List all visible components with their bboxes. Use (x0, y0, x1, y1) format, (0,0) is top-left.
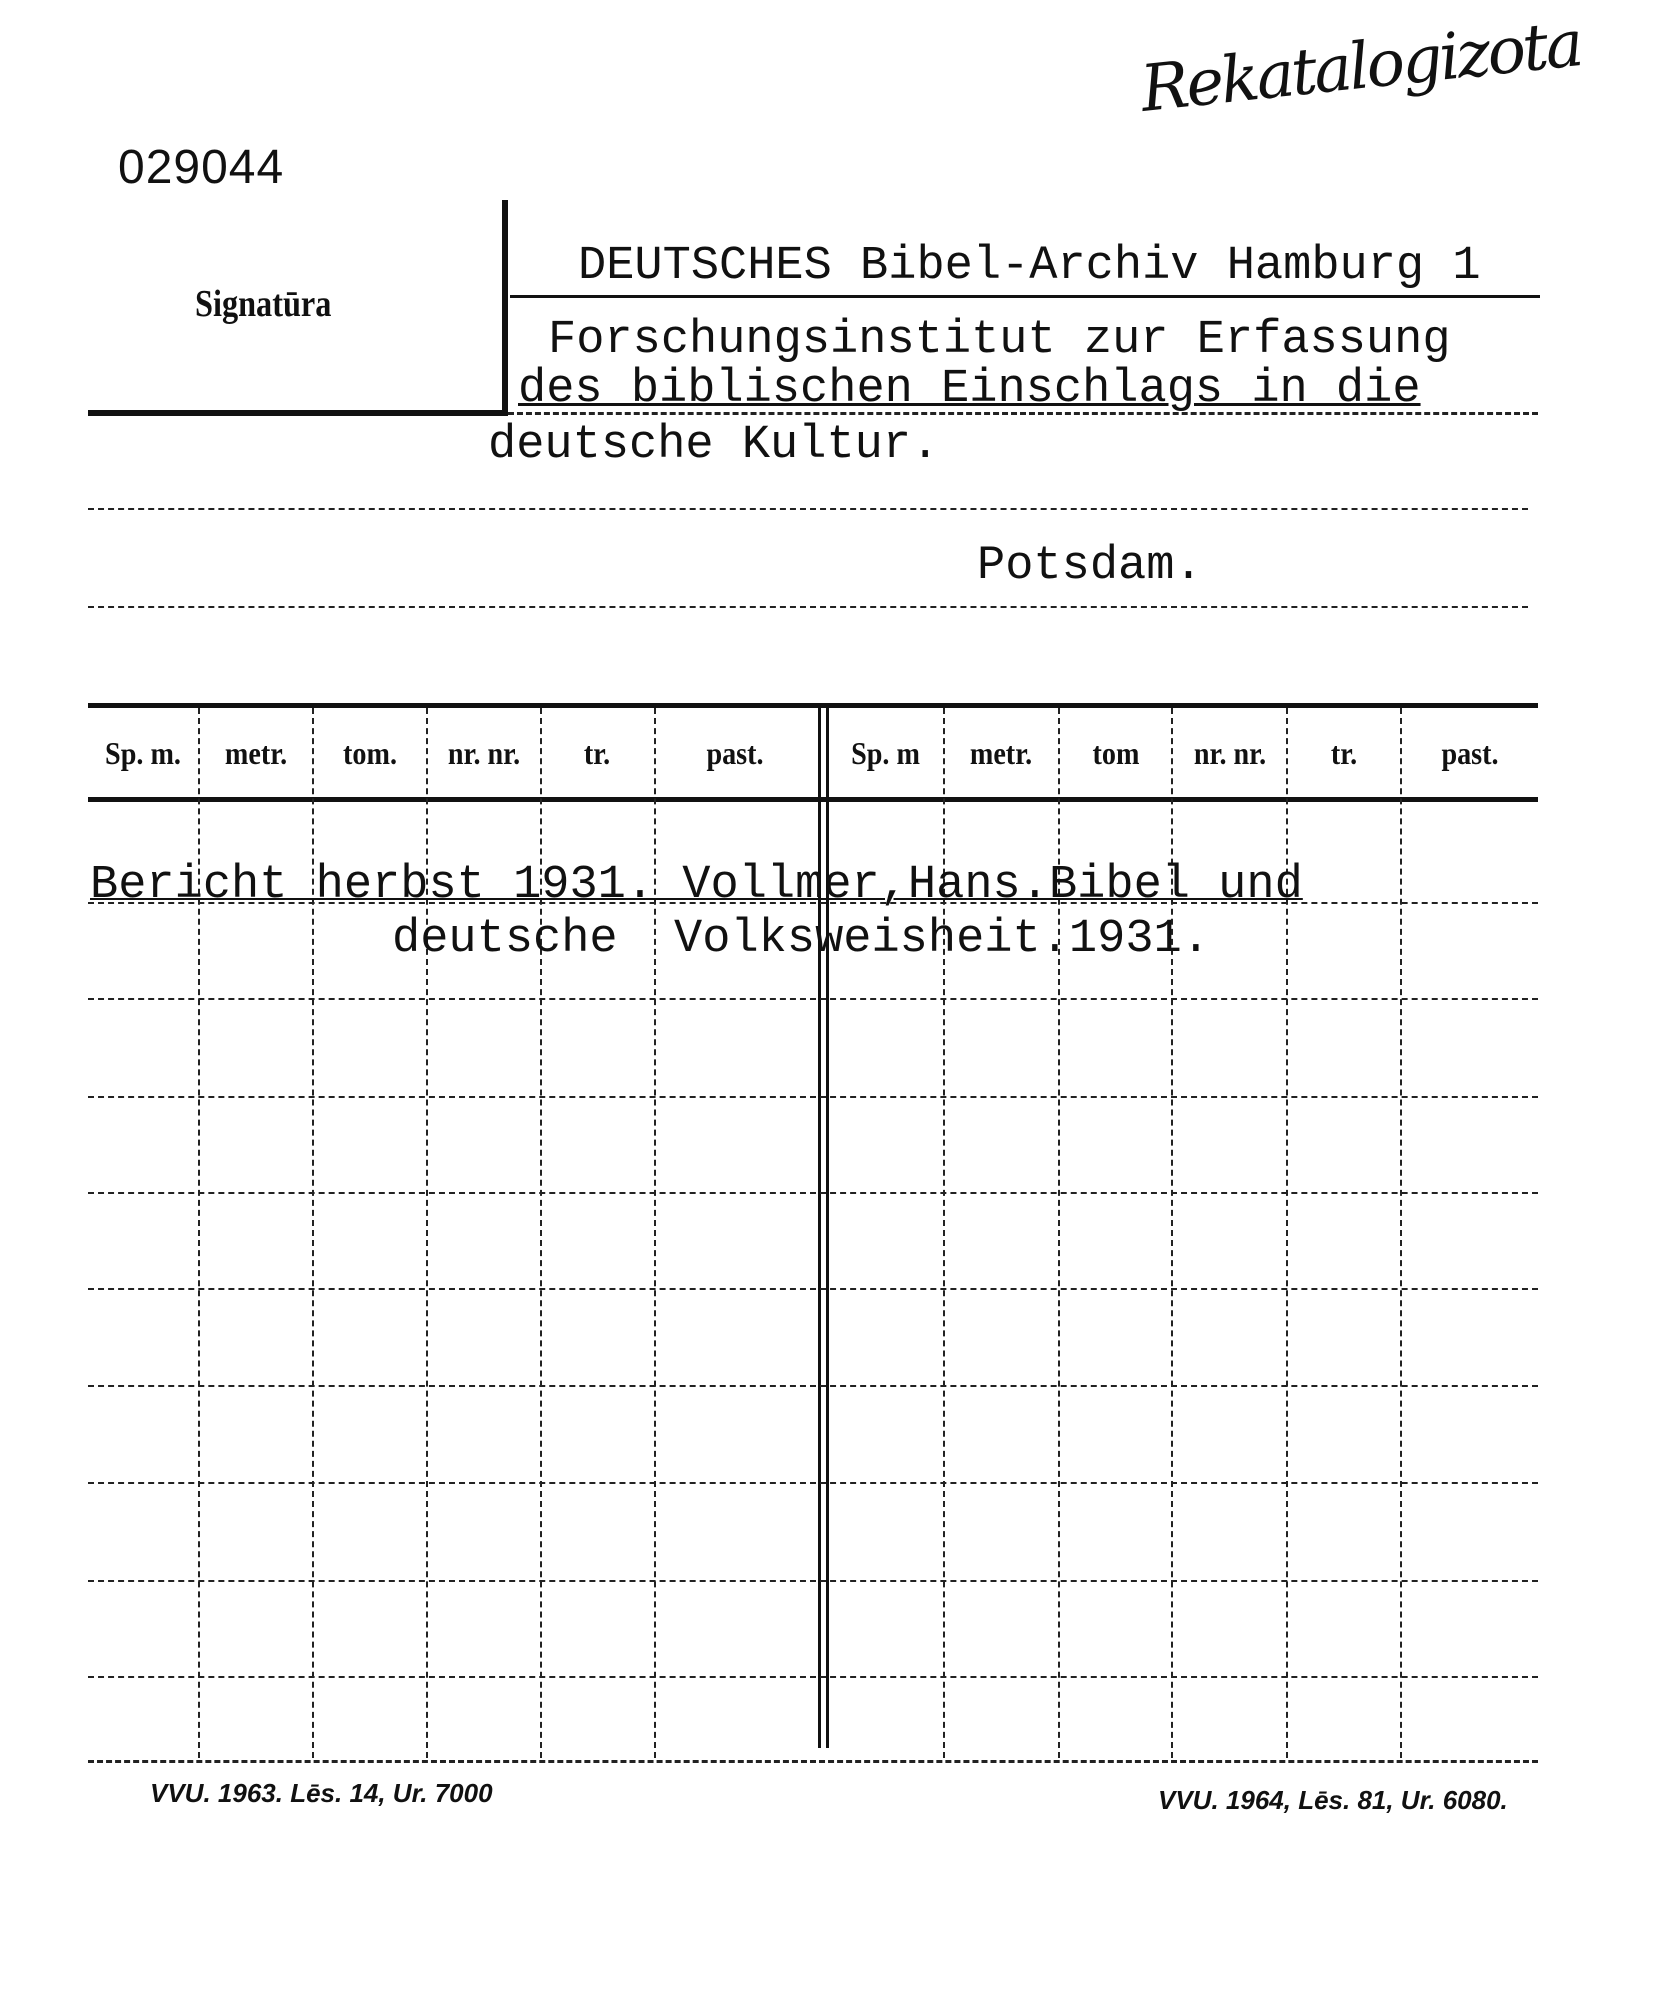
col-head-left-tom: tom. (343, 735, 397, 771)
table-top-rule (88, 703, 1538, 708)
col-head-left-metr: metr. (224, 735, 288, 771)
footer-note-left: VVU. 1963. Lēs. 14, Ur. 7000 (150, 1778, 493, 1808)
col-head-right-tom: tom (1092, 735, 1140, 771)
table-bottom-rule (88, 1760, 1538, 1763)
row-rule (88, 1096, 1538, 1098)
col-divider (1400, 708, 1402, 1758)
header-rule (510, 295, 1540, 298)
row-rule (88, 1580, 1538, 1582)
header-divider (502, 200, 508, 415)
row-rule (88, 1385, 1538, 1387)
header-line-3: des biblischen Einschlags in die (518, 363, 1421, 416)
table-header-rule (88, 797, 1538, 802)
col-head-right-past: past. (1441, 735, 1499, 771)
place-text: Potsdam. (977, 540, 1203, 593)
address-dash-1 (88, 508, 1528, 510)
entry-line-1: Bericht herbst 1931. Vollmer,Hans.Bibel und (90, 859, 1303, 912)
col-head-right-sp-m: Sp. m (851, 735, 920, 771)
entry-line-2: deutsche Volksweisheit.1931. (392, 913, 1210, 966)
col-head-left-past: past. (706, 735, 764, 771)
signature-rule (88, 410, 508, 416)
header-line-1: DEUTSCHES Bibel-Archiv Hamburg 1 (578, 240, 1481, 293)
header-line-4: deutsche Kultur. (488, 419, 940, 472)
col-head-left-nr: nr. nr. (447, 735, 521, 771)
row-rule (88, 1676, 1538, 1678)
col-head-left-sp-m: Sp. m. (105, 735, 181, 771)
col-head-right-metr: metr. (969, 735, 1033, 771)
handwritten-note: Rekatalogizota (1137, 7, 1585, 127)
header-line-2: Forschungsinstitut zur Erfassung (548, 314, 1451, 367)
footer-note-right: VVU. 1964, Lēs. 81, Ur. 6080. (1158, 1785, 1508, 1815)
row-rule (88, 1192, 1538, 1194)
col-head-right-nr: nr. nr. (1193, 735, 1267, 771)
row-rule (88, 1288, 1538, 1290)
row-rule (88, 1482, 1538, 1484)
col-head-left-tr: tr. (583, 735, 611, 771)
address-dash-2 (88, 606, 1528, 608)
row-rule (88, 998, 1538, 1000)
signature-label: Signatūra (195, 283, 332, 325)
card-number: 029044 (118, 141, 285, 194)
col-head-right-tr: tr. (1330, 735, 1358, 771)
